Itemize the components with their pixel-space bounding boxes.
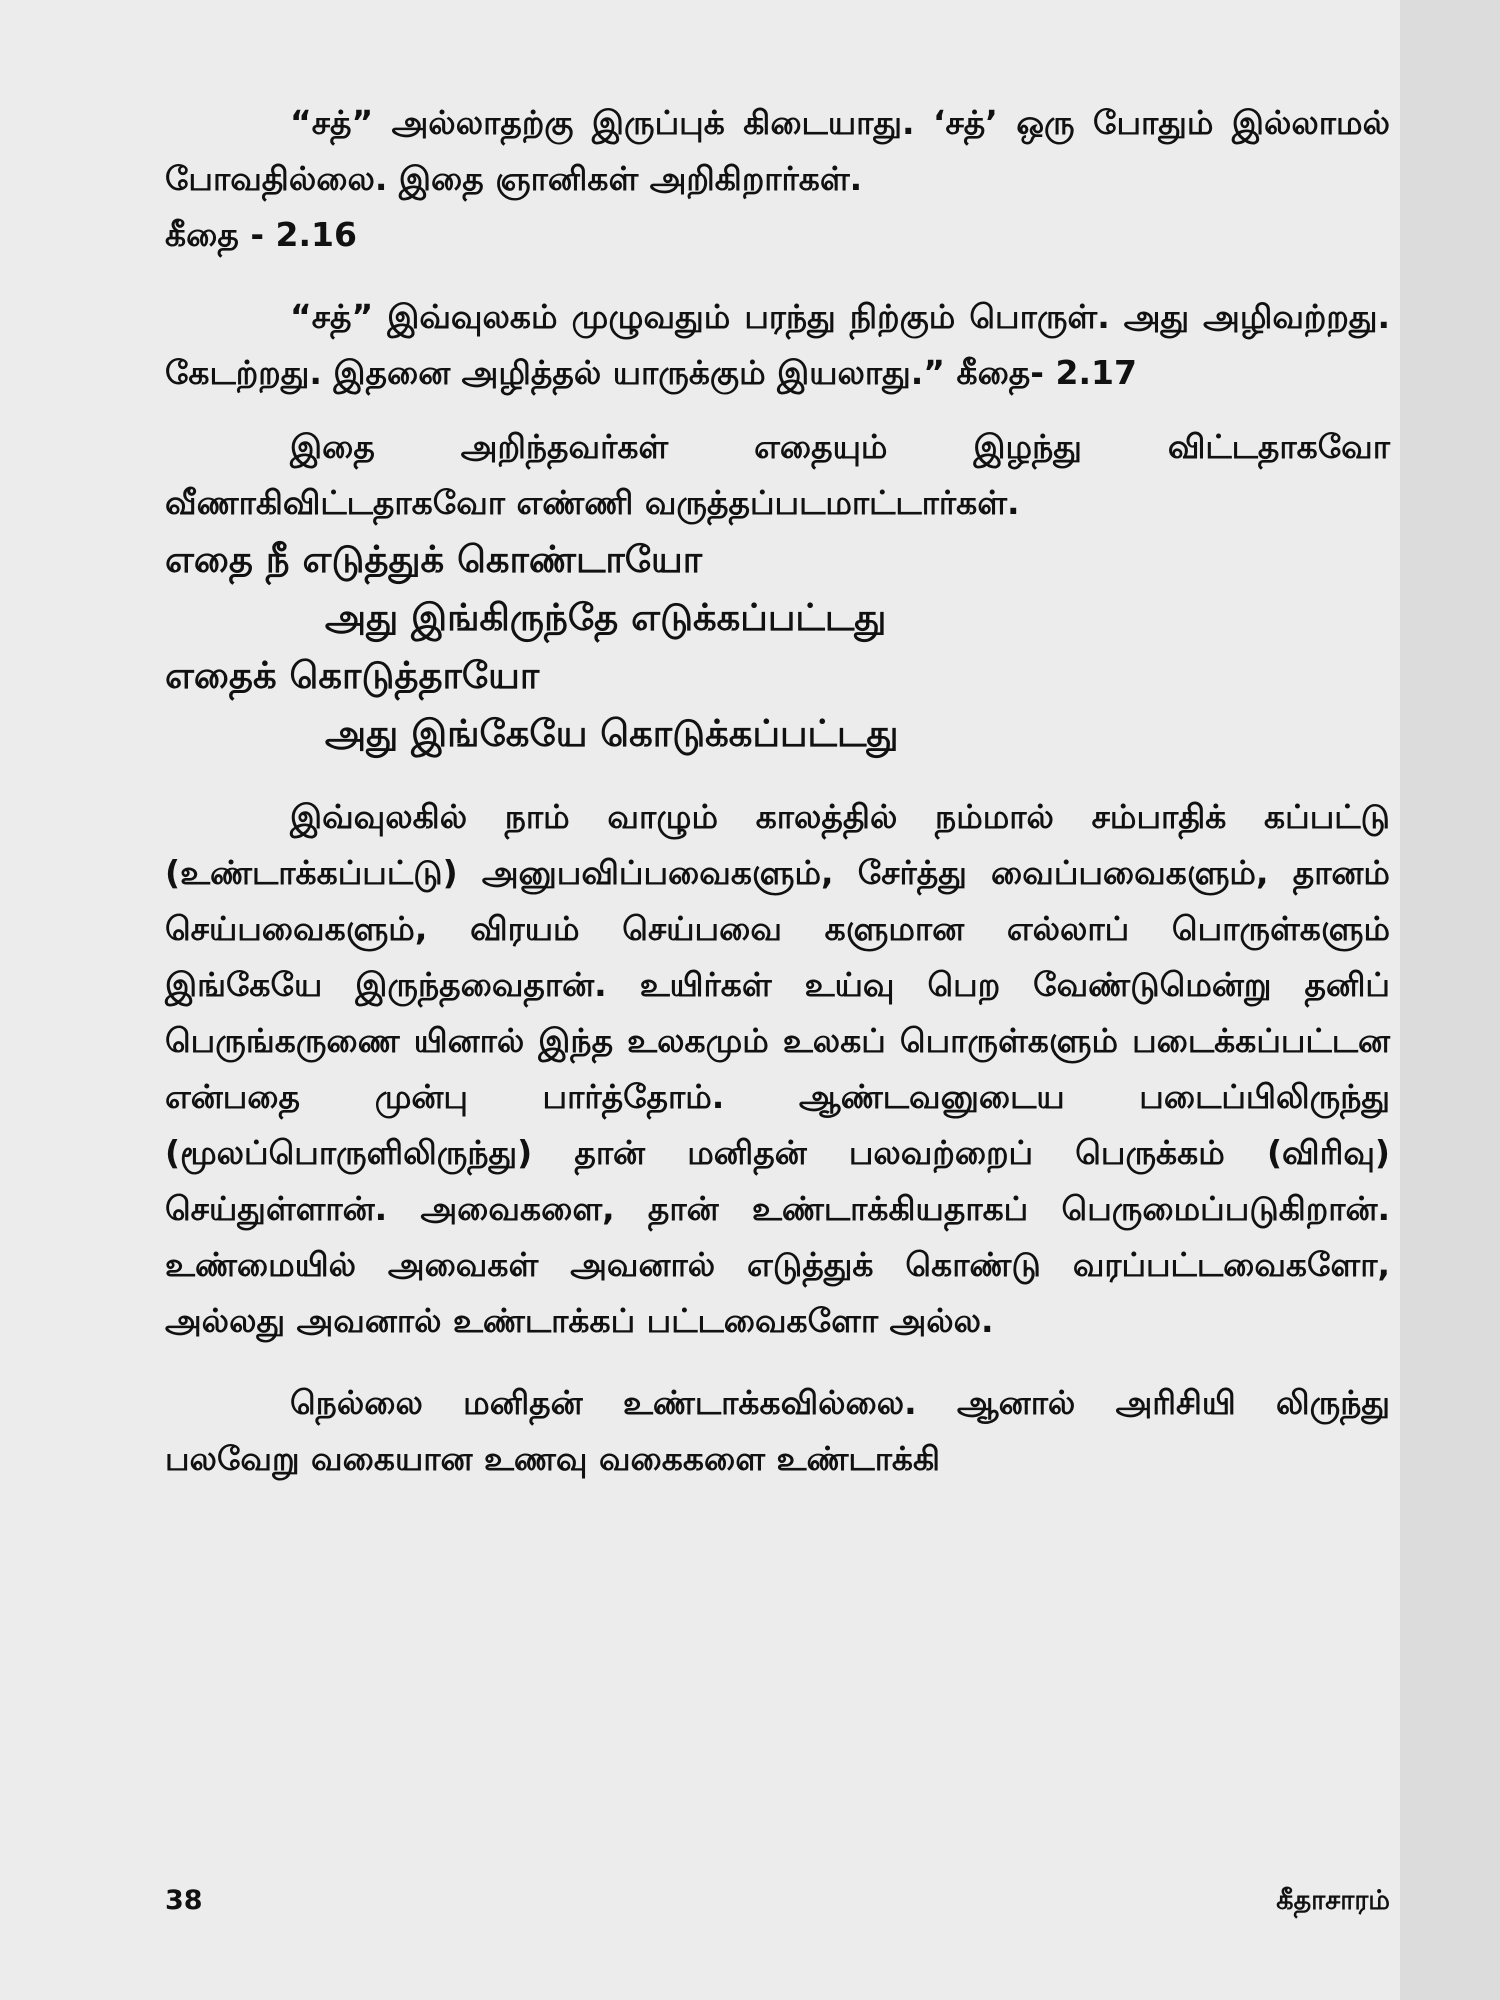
paragraph-5: நெல்லை மனிதன் உண்டாக்கவில்லை. ஆனால் அரிசியி லிருந்து பலவேறு வகையான உணவு வகைகளை உண்டாக்கி — [165, 1383, 1390, 1478]
paragraph-1: “சத்” அல்லாதற்கு இருப்புக் கிடையாது. ‘சத்’ ஒரு போதும் இல்லாமல் போவதில்லை. இதை ஞானிகள் அறிகிறார்கள். — [165, 103, 1390, 198]
page-gutter — [1400, 0, 1500, 2000]
page-number: 38 — [165, 1885, 203, 1916]
verse-1 — [165, 531, 1390, 647]
paragraph-4: இவ்வுலகில் நாம் வாழும் காலத்தில் நம்மால் சம்பாதிக் கப்பட்டு (உண்டாக்கப்பட்டு) அனுபவிப்பவைகளும், சேர்த்து வைப்பவைகளும், தானம் செய்பவைகளும், விரயம் செய்பவை களுமான எல்லாப் பொருள்களும் இங்கேயே இருந்தவைதான். உயிர்கள் உய்வு பெற வேண்டுமென்று தனிப் பெருங்கருணை யினால் இந்த உலகமும் உலகப் பொருள்களும் படைக்கப்பட்டன என்பதை முன்பு பார்த்தோம். ஆண்டவனுடைய படைப்பிலிருந்து (மூலப்பொருளிலிருந்து) தான் மனிதன் பலவற்றைப் பெருக்கம் (விரிவு) செய்துள்ளான். அவைகளை, தான் உண்டாக்கியதாகப் பெருமைப்படுகிறான். உண்மையில் அவைகள் அவனால் எடுத்துக் கொண்டு வரப்பட்டவைகளோ, அல்லது அவனால் உண்டாக்கப் பட்டவைகளோ அல்ல. — [165, 797, 1390, 1340]
verse-2 — [165, 647, 1390, 763]
paragraph-2: “சத்” இவ்வுலகம் முழுவதும் பரந்து நிற்கும் பொருள். அது அழிவற்றது. கேடற்றது. இதனை அழித்தல் யாருக்கும் இயலாது.” கீதை- 2.17 — [165, 297, 1390, 392]
citation-gita-2-16: கீதை - 2.16 — [165, 215, 357, 254]
page-body — [165, 95, 1390, 1487]
paragraph-3: இதை அறிந்தவர்கள் எதையும் இழந்து விட்டதாகவோ வீணாகிவிட்டதாகவோ எண்ணி வருத்தப்படமாட்டார்கள். — [165, 427, 1390, 522]
verse-2-line-2: அது இங்கேயே கொடுக்கப்பட்டது — [325, 712, 899, 755]
page-footer — [165, 1885, 1390, 1920]
verse-1-line-1: எதை நீ எடுத்துக் கொண்டாயோ — [165, 538, 703, 581]
book-title: கீதாசாரம் — [1276, 1885, 1390, 1916]
verse-2-line-1: எதைக் கொடுத்தாயோ — [165, 654, 540, 697]
verse-1-line-2: அது இங்கிருந்தே எடுக்கப்பட்டது — [325, 596, 887, 639]
